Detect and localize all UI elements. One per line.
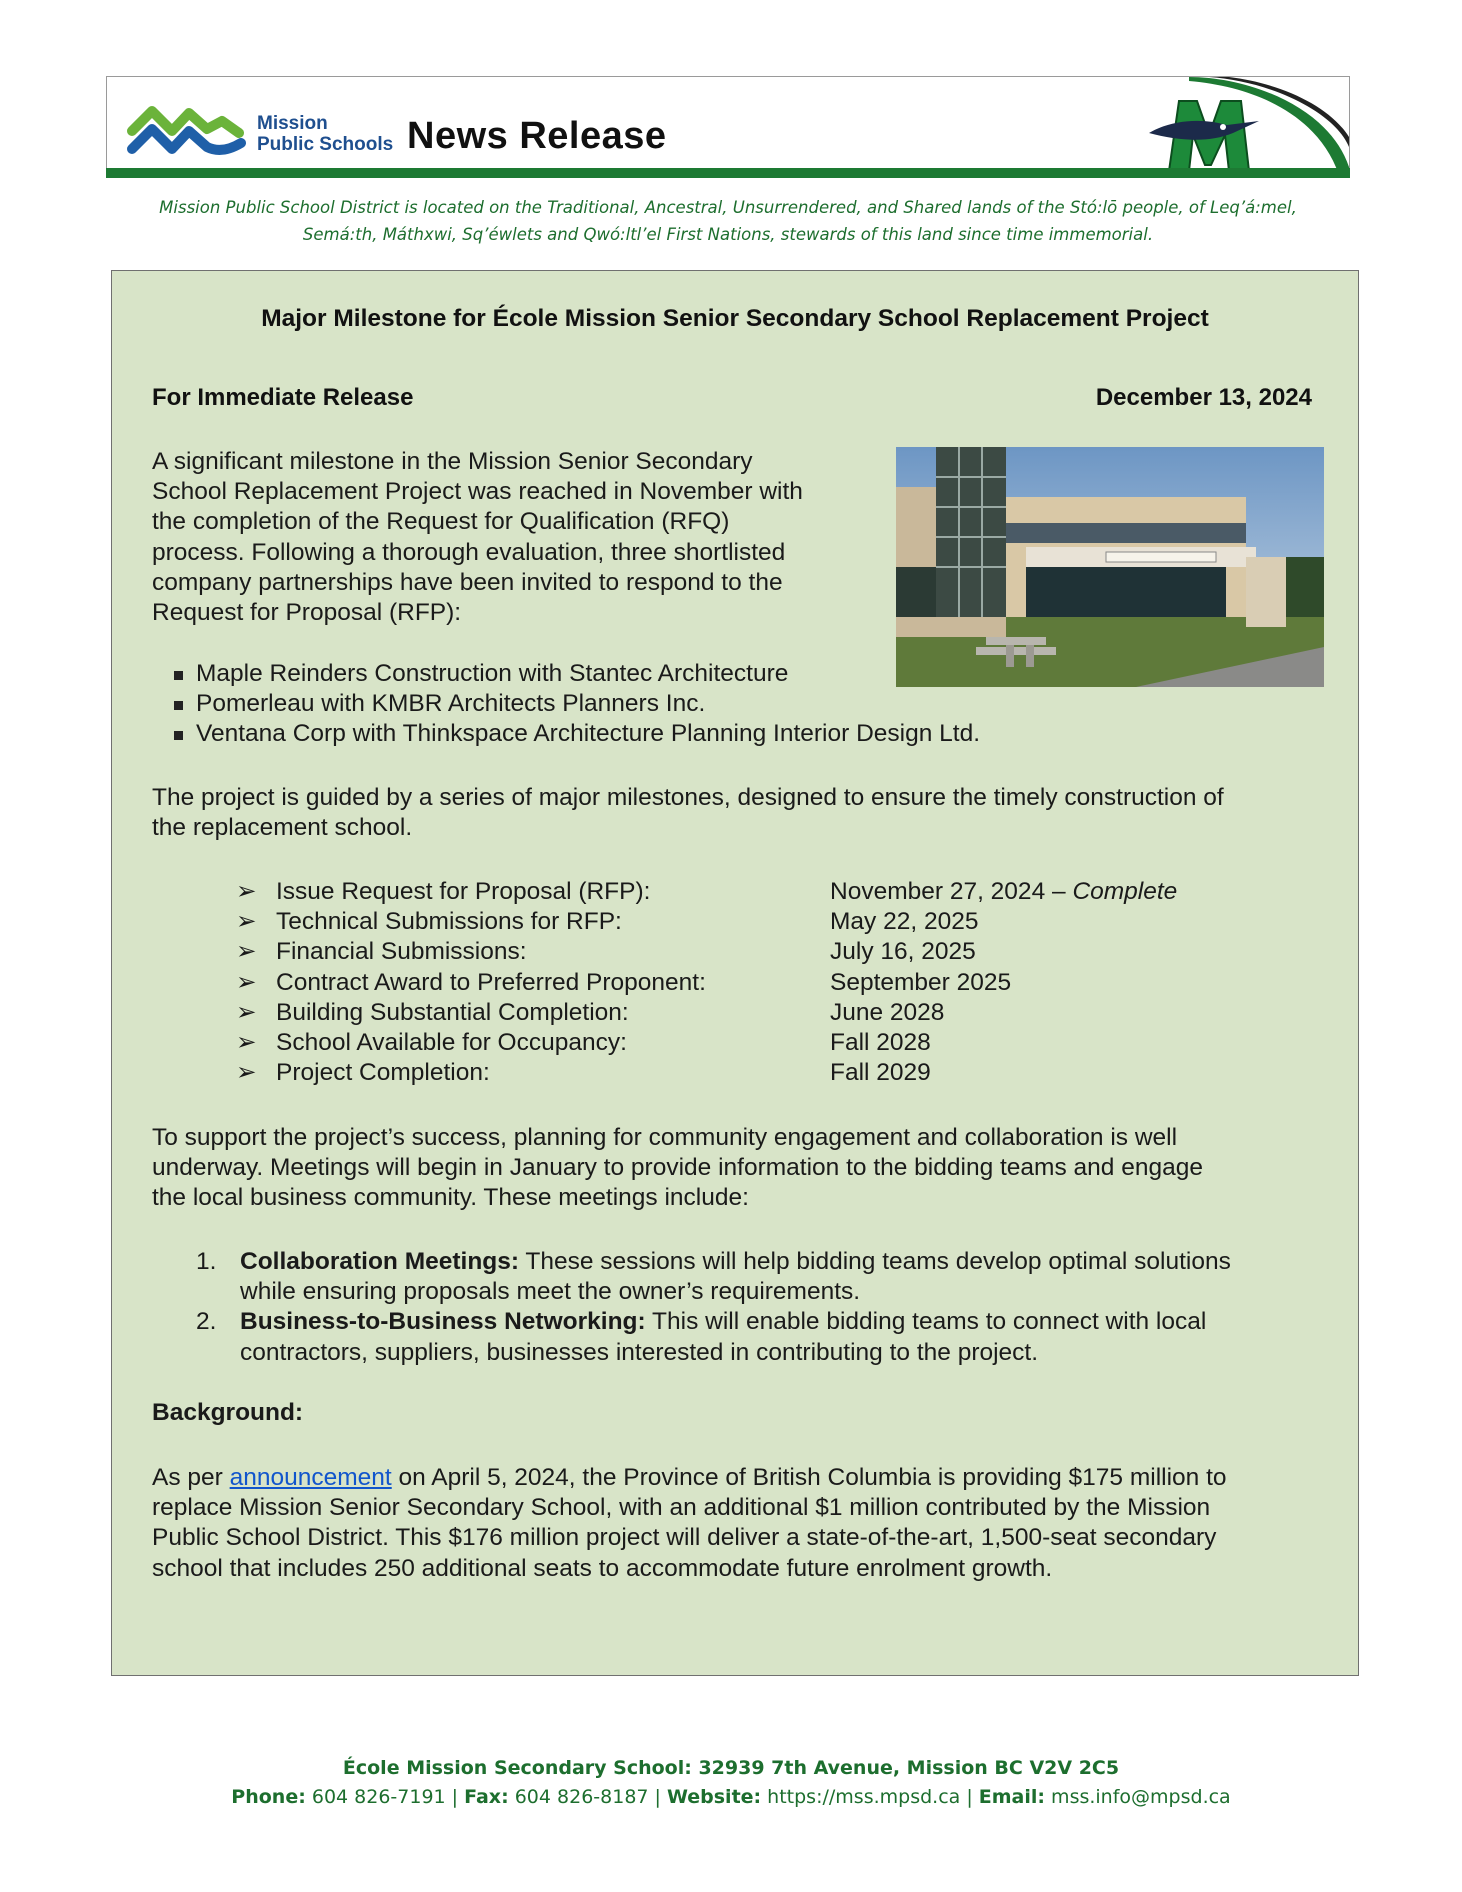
square-bullet-icon — [174, 731, 183, 740]
arrow-bullet-icon: ➢ — [236, 968, 257, 996]
intro-line: the completion of the Request for Qualification (RFQ) — [152, 508, 730, 536]
milestone-date: Fall 2029 — [830, 1059, 931, 1087]
milestone-row — [236, 877, 1236, 907]
engagement-line: underway. Meetings will begin in January to provide information to the bidding teams and engage — [152, 1154, 1203, 1182]
announcement-link[interactable]: announcement — [229, 1464, 392, 1491]
partner-name: Maple Reinders Construction with Stantec Architecture — [196, 660, 789, 687]
intro-line: process. Following a thorough evaluation, three shortlisted — [152, 538, 786, 566]
milestone-label: Contract Award to Preferred Proponent: — [276, 968, 706, 996]
milestone-label: School Available for Occupancy: — [276, 1028, 627, 1056]
engagement-line: the local business community. These meetings include: — [152, 1184, 749, 1212]
milestone-date: June 2028 — [830, 998, 945, 1026]
milestones-intro-line: The project is guided by a series of major milestones, designed to ensure the timely construction of — [152, 784, 1224, 811]
square-bullet-icon — [174, 701, 183, 710]
arrow-bullet-icon: ➢ — [236, 878, 257, 905]
land-acknowledgement-line-2: Semá:th, Máthxwi, Sq’éwlets and Qwó:ltl’el First Nations, stewards of this land since time immemorial. — [302, 225, 1154, 244]
logo-text — [257, 113, 393, 155]
milestone-label: Financial Submissions: — [276, 938, 527, 966]
milestone-row — [236, 998, 1236, 1028]
arrow-bullet-icon: ➢ — [236, 938, 257, 966]
header-green-bar — [106, 168, 1350, 178]
school-building-photo — [896, 447, 1324, 687]
milestone-date: July 16, 2025 — [830, 938, 976, 966]
separator: | — [445, 1786, 465, 1808]
partner-name: Pomerleau with KMBR Architects Planners Inc. — [196, 690, 706, 718]
meeting-text-continued: contractors, suppliers, businesses interested in contributing to the project. — [240, 1338, 1039, 1366]
contact-footer — [0, 1754, 1462, 1812]
website-link[interactable]: https://mss.mpsd.ca — [761, 1786, 961, 1808]
milestone-label: Project Completion: — [276, 1059, 490, 1087]
milestone-list — [236, 877, 1236, 1088]
school-address: École Mission Secondary School: 32939 7th Avenue, Mission BC V2V 2C5 — [342, 1757, 1120, 1779]
intro-line: company partnerships have been invited to respond to the — [152, 568, 783, 596]
separator: | — [648, 1786, 667, 1808]
phone-number: 604 826-7191 — [305, 1786, 446, 1808]
milestone-row — [236, 937, 1236, 967]
meeting-title: Business-to-Business Networking: — [240, 1308, 646, 1336]
release-headline: Major Milestone for École Mission Senior Secondary School Replacement Project — [261, 305, 1209, 332]
meeting-text: These sessions will help bidding teams develop optimal solutions — [519, 1248, 1231, 1275]
milestone-date — [830, 877, 1177, 907]
logo-line-2: Public Schools — [257, 134, 394, 155]
background-paragraph — [152, 1463, 1332, 1584]
background-line: school that includes 250 additional seats to accommodate future enrolment growth. — [152, 1554, 1053, 1582]
email-link[interactable]: mss.info@mpsd.ca — [1045, 1786, 1231, 1808]
website-label: Website: — [666, 1786, 762, 1808]
meeting-line — [240, 1247, 1276, 1277]
intro-line: School Replacement Project was reached in November with — [152, 478, 803, 506]
milestone-row — [236, 1058, 1236, 1088]
milestone-label: Technical Submissions for RFP: — [276, 908, 622, 936]
engagement-paragraph — [152, 1123, 1332, 1214]
background-prefix: As per — [152, 1464, 230, 1491]
release-body — [111, 270, 1359, 1676]
land-acknowledgement-line-1: Mission Public School District is located on the Traditional, Ancestral, Unsurrendered, and Shared lands of the Stó:lō people, of Leq’á:mel, — [159, 198, 1297, 217]
list-item — [196, 1247, 1276, 1307]
phone-label: Phone: — [231, 1786, 306, 1808]
list-item — [172, 719, 1172, 749]
release-info-row — [152, 384, 1312, 412]
partner-list — [172, 659, 1172, 750]
milestone-row — [236, 1028, 1236, 1058]
engagement-line: To support the project’s success, planning for community engagement and collaboration is well — [152, 1124, 1178, 1151]
mission-public-schools-logo — [127, 93, 247, 163]
milestone-status: Complete — [1072, 878, 1178, 905]
milestone-row — [236, 968, 1236, 998]
background-line — [152, 1463, 1332, 1493]
milestone-date: September 2025 — [830, 968, 1012, 996]
logo-line-1: Mission — [257, 113, 328, 134]
meeting-title: Collaboration Meetings: — [240, 1248, 520, 1275]
intro-line: Request for Proposal (RFP): — [152, 599, 462, 627]
background-line-rest: on April 5, 2024, the Province of British Columbia is providing $175 million to — [391, 1464, 1227, 1491]
milestone-date-text: November 27, 2024 – — [830, 878, 1073, 905]
immediate-release-label: For Immediate Release — [152, 384, 414, 411]
fax-number: 604 826-8187 — [508, 1786, 649, 1808]
list-item — [172, 689, 1172, 719]
intro-paragraph — [152, 447, 872, 628]
meeting-text: This will enable bidding teams to connect with local — [645, 1308, 1207, 1336]
meeting-list — [196, 1247, 1276, 1368]
page-title: News Release — [407, 115, 667, 157]
milestones-intro-line: the replacement school. — [152, 814, 413, 842]
arrow-bullet-icon: ➢ — [236, 908, 257, 936]
meeting-text-continued: while ensuring proposals meet the owner’s requirements. — [240, 1278, 861, 1306]
land-acknowledgement — [106, 194, 1350, 248]
background-line: Public School District. This $176 million project will deliver a state-of-the-art, 1,500-seat secondary — [152, 1524, 1217, 1552]
milestone-label: Issue Request for Proposal (RFP): — [276, 878, 651, 905]
release-date: December 13, 2024 — [1095, 384, 1312, 411]
email-label: Email: — [978, 1786, 1046, 1808]
milestones-intro — [152, 783, 1332, 843]
separator: | — [960, 1786, 979, 1808]
school-mascot-logo — [1149, 91, 1269, 174]
meeting-line — [240, 1307, 1276, 1337]
list-item — [196, 1307, 1276, 1367]
contact-line — [0, 1782, 1462, 1812]
milestone-date: May 22, 2025 — [830, 908, 979, 936]
milestone-date: Fall 2028 — [830, 1028, 931, 1056]
background-line: replace Mission Senior Secondary School, with an additional $1 million contributed by the Mission — [152, 1494, 1211, 1522]
fax-label: Fax: — [464, 1786, 509, 1808]
list-item — [172, 659, 1172, 689]
list-number: 1. — [196, 1248, 217, 1275]
background-heading: Background: — [152, 1399, 304, 1426]
news-release-header — [106, 76, 1350, 174]
milestone-label: Building Substantial Completion: — [276, 998, 629, 1026]
list-number: 2. — [196, 1308, 217, 1336]
intro-line: A significant milestone in the Mission Senior Secondary — [152, 448, 753, 475]
arrow-bullet-icon: ➢ — [236, 1028, 257, 1056]
arrow-bullet-icon: ➢ — [236, 998, 257, 1026]
milestone-row — [236, 907, 1236, 937]
arrow-bullet-icon: ➢ — [236, 1059, 257, 1087]
square-bullet-icon — [174, 671, 183, 680]
partner-name: Ventana Corp with Thinkspace Architecture Planning Interior Design Ltd. — [196, 720, 980, 748]
